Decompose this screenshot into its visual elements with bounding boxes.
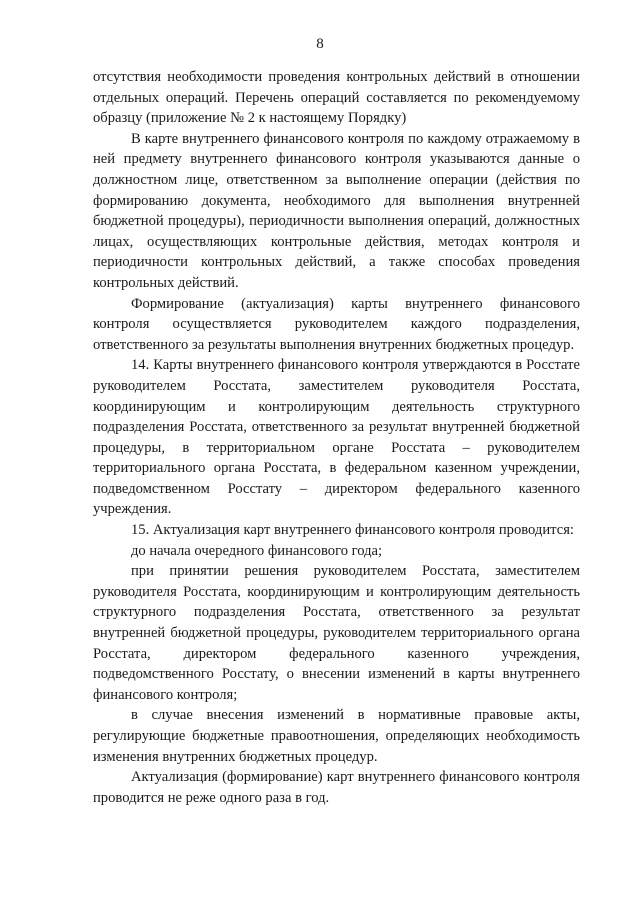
paragraph-map-formation: Формирование (актуализация) карты внутреннего финансового контроля осуществляется руководителем каждого подразделения, ответственного за результаты выполнения внутренних бюджетных процедур. bbox=[93, 295, 580, 353]
paragraph-section-14: 14. Карты внутреннего финансового контроля утверждаются в Росстате руководителем Росстата, заместителем руководителя Росстата, координирующим и контролирующим деятельность структурного подразделения Росстата, ответственного за результат внутренней бюджетной процедуры, в территориальном органе Росстата – руководителем территориального органа Росстата, в федеральном казенном учреждении, подведомственном Росстату – директором федерального казенного учреждения. bbox=[93, 357, 580, 518]
list-item-before-year: до начала очередного финансового года; bbox=[131, 542, 383, 559]
paragraph-map-contents: В карте внутреннего финансового контроля по каждому отражаемому в ней предмету внутреннего финансового контроля указываются данные о должностном лице, ответственном за выполнение операции (действия по формированию документа, необходимого для выполнения внутренней бюджетной процедуры), периодичности выполнения операций, должностных лицах, осуществляющих контрольные действия, методах контроля и периодичности контрольных действий, а также способах проведения контрольных действий. bbox=[93, 130, 580, 291]
document-body bbox=[93, 67, 580, 808]
list-item-regulation-change: в случае внесения изменений в нормативные правовые акты, регулирующие бюджетные правоотношения, определяющих необходимость изменения внутренних бюджетных процедур. bbox=[93, 707, 580, 765]
paragraph-section-15: 15. Актуализация карт внутреннего финансового контроля проводится: bbox=[131, 522, 574, 539]
list-item-decision: при принятии решения руководителем Росстата, заместителем руководителя Росстата, координирующим и контролирующим деятельность структурного подразделения Росстата, ответственного за результат внутренней бюджетной процедуры, руководителем территориального органа Росстата, директором федерального казенного учреждения, подведомственного Росстату, о внесении изменений в карты внутреннего финансового контроля; bbox=[93, 563, 580, 703]
paragraph-continuation: отсутствия необходимости проведения контрольных действий в отношении отдельных операций. Перечень операций составляется по рекомендуемому образцу (приложение № 2 к настоящему Порядку) bbox=[93, 69, 580, 127]
paragraph-frequency: Актуализация (формирование) карт внутреннего финансового контроля проводится не реже одного раза в год. bbox=[93, 769, 580, 806]
page-number: 8 bbox=[316, 36, 324, 52]
